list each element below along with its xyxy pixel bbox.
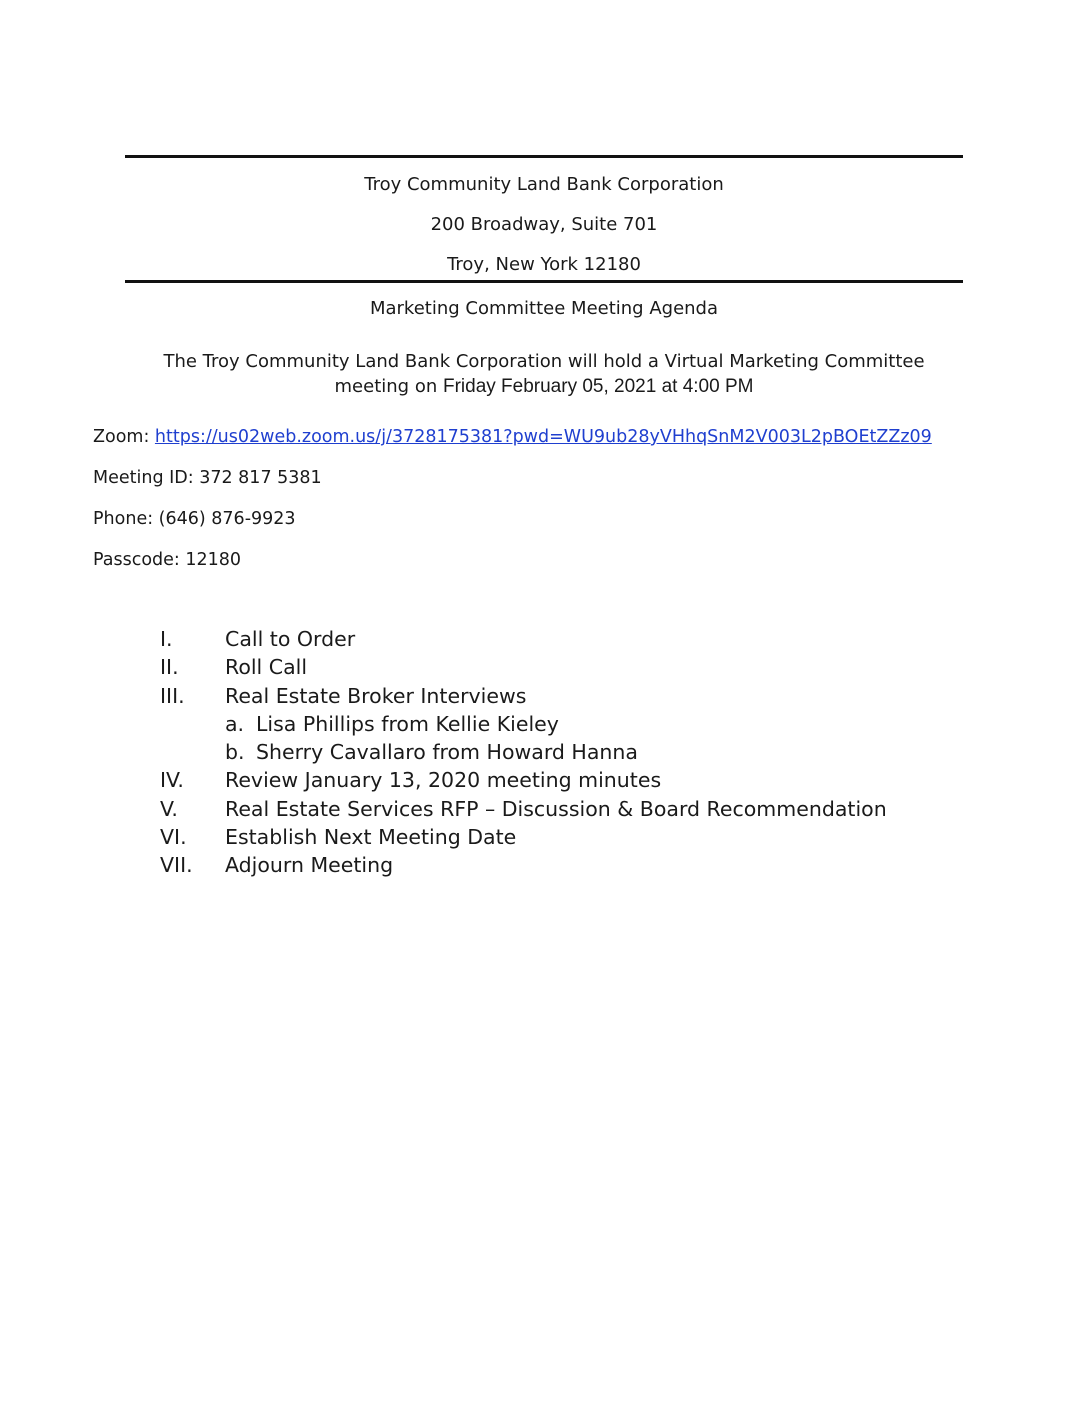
agenda-item-text: Review January 13, 2020 meeting minutes — [225, 768, 662, 793]
agenda-item-number: VI. — [160, 825, 187, 850]
phone-number: Phone: (646) 876-9923 — [93, 509, 296, 529]
agenda-item-text: Call to Order — [225, 627, 356, 651]
agenda-item-number: III. — [160, 683, 185, 708]
agenda-item — [0, 853, 1088, 881]
zoom-label: Zoom: — [93, 427, 155, 447]
meeting-id: Meeting ID: 372 817 5381 — [93, 468, 322, 488]
agenda-item-text: Real Estate Services RFP – Discussion & Board Recommendation — [225, 796, 887, 821]
agenda-subitem — [0, 712, 1088, 740]
agenda-item-number: VII. — [160, 853, 193, 878]
agenda-item-number: V. — [160, 796, 178, 821]
agenda-item — [0, 627, 1088, 655]
meeting-intro — [0, 349, 1088, 399]
agenda-item-number: I. — [160, 627, 173, 651]
intro-line-2 — [0, 374, 1088, 399]
intro-line-1: The Troy Community Land Bank Corporation will hold a Virtual Marketing Committee — [163, 351, 925, 372]
agenda-list — [0, 627, 1088, 882]
agenda-subitem-text: Lisa Phillips from Kellie Kieley — [256, 711, 559, 736]
intro-line-2-prefix: meeting on — [334, 376, 443, 397]
agenda-title: Marketing Committee Meeting Agenda — [369, 298, 719, 319]
agenda-item — [0, 825, 1088, 853]
agenda-item — [0, 684, 1088, 712]
agenda-item — [0, 768, 1088, 796]
agenda-item-text: Real Estate Broker Interviews — [225, 683, 527, 708]
passcode: Passcode: 12180 — [93, 550, 242, 570]
agenda-subitem-letter: b. — [225, 740, 245, 765]
meeting-datetime: Friday February 05, 2021 at 4:00 PM — [442, 376, 754, 397]
org-name: Troy Community Land Bank Corporation — [364, 174, 724, 195]
header-bottom-rule — [125, 280, 963, 283]
agenda-item — [0, 797, 1088, 825]
agenda-item-number: IV. — [160, 768, 184, 793]
agenda-subitem-letter: a. — [225, 711, 245, 736]
address-line-1: 200 Broadway, Suite 701 — [430, 214, 658, 235]
top-rule — [125, 155, 963, 158]
address-line-2: Troy, New York 12180 — [447, 254, 641, 275]
agenda-item-text: Establish Next Meeting Date — [225, 825, 517, 850]
agenda-item-text: Adjourn Meeting — [225, 853, 394, 878]
agenda-item — [0, 655, 1088, 683]
agenda-item-text: Roll Call — [225, 655, 308, 680]
agenda-item-number: II. — [160, 655, 179, 680]
agenda-subitem — [0, 740, 1088, 768]
zoom-line — [93, 427, 932, 447]
agenda-subitem-text: Sherry Cavallaro from Howard Hanna — [256, 740, 638, 765]
zoom-link[interactable]: https://us02web.zoom.us/j/3728175381?pwd=WU9ub28yVHhqSnM2V003L2pBOEtZZz09 — [154, 427, 932, 447]
